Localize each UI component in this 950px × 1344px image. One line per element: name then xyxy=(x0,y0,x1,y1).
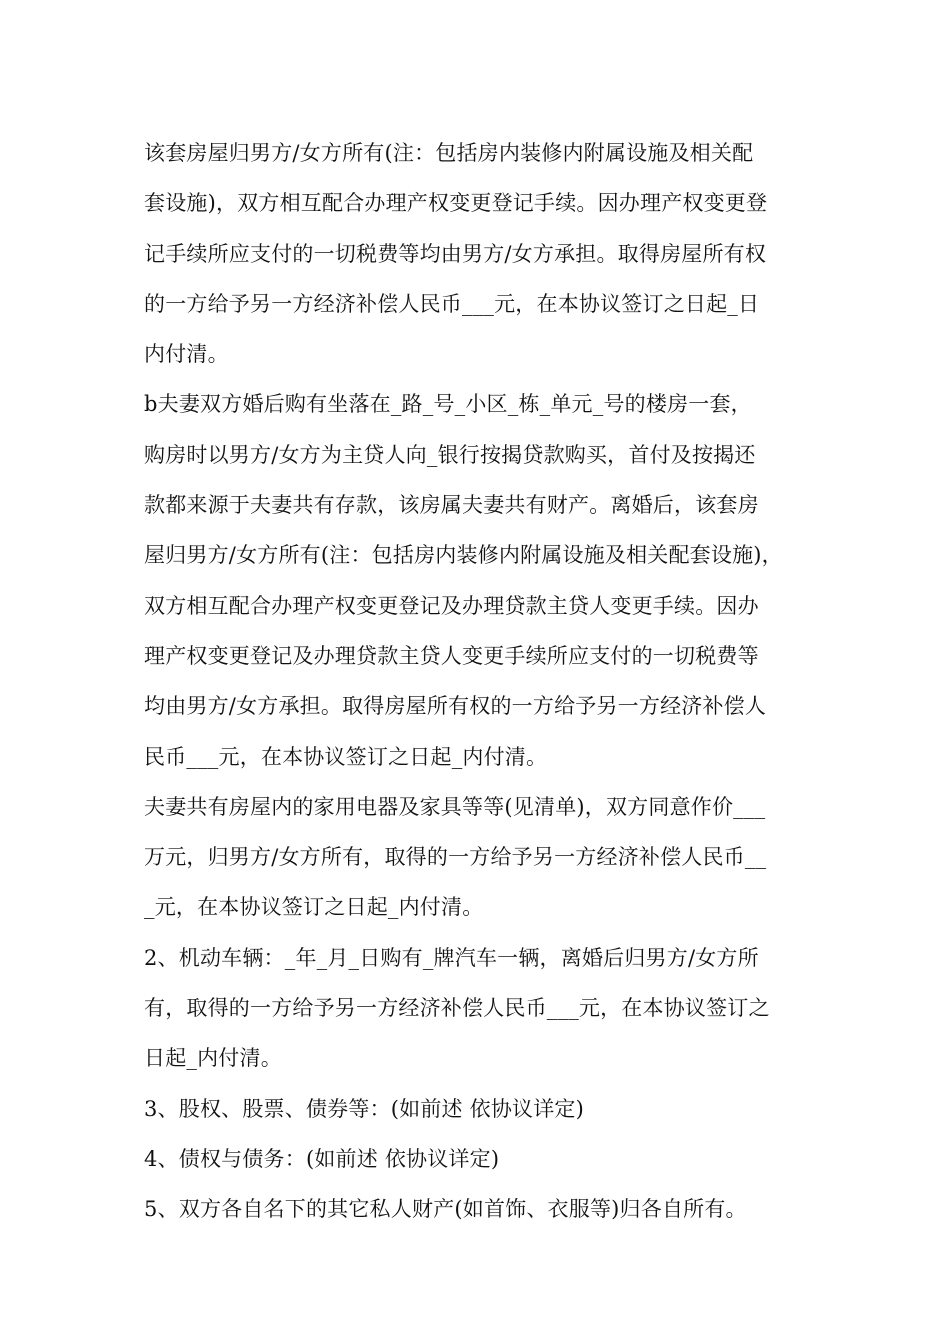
text-line: 万元，归男方/女方所有，取得的一方给予另一方经济补偿人民币__ xyxy=(144,845,767,870)
paragraph-personal-property xyxy=(144,1184,816,1234)
text-line: 款都来源于夫妻共有存款，该房属夫妻共有财产。离婚后，该套房 xyxy=(144,493,759,518)
document-body xyxy=(144,128,816,1235)
text-line: 日起_内付清。 xyxy=(144,1046,282,1071)
text-line: _元，在本协议签订之日起_内付清。 xyxy=(144,895,484,920)
text-line: 理产权变更登记及办理贷款主贷人变更手续所应支付的一切税费等 xyxy=(144,643,759,668)
paragraph-house-b xyxy=(144,379,816,781)
text-line: 套设施)，双方相互配合办理产权变更登记手续。因办理产权变更登 xyxy=(144,191,768,216)
text-line: 民币___元，在本协议签订之日起_内付清。 xyxy=(144,744,548,769)
text-line: 屋归男方/女方所有(注：包括房内装修内附属设施及相关配套设施)， xyxy=(144,543,783,568)
paragraph-debts xyxy=(144,1134,816,1184)
paragraph-appliances xyxy=(144,782,816,933)
text-line: 均由男方/女方承担。取得房屋所有权的一方给予另一方经济补偿人 xyxy=(144,694,767,719)
text-line: 夫妻共有房屋内的家用电器及家具等等(见清单)，双方同意作价___ xyxy=(144,794,766,819)
paragraph-vehicles xyxy=(144,933,816,1084)
paragraph-house-a xyxy=(144,128,816,379)
text-line: 有，取得的一方给予另一方经济补偿人民币___元，在本协议签订之 xyxy=(144,996,770,1021)
text-line: b夫妻双方婚后购有坐落在_路_号_小区_栋_单元_号的楼房一套， xyxy=(144,392,752,417)
text-line: 该套房屋归男方/女方所有(注：包括房内装修内附属设施及相关配 xyxy=(144,141,754,165)
text-line: 记手续所应支付的一切税费等均由男方/女方承担。取得房屋所有权 xyxy=(144,241,767,266)
text-line: 3、股权、股票、债券等：(如前述 依协议详定) xyxy=(144,1096,585,1121)
text-line: 2、机动车辆：_年_月_日购有_牌汽车一辆，离婚后归男方/女方所 xyxy=(144,945,759,970)
text-line: 4、债权与债务：(如前述 依协议详定) xyxy=(144,1146,500,1171)
text-line: 5、双方各自名下的其它私人财产(如首饰、衣服等)归各自所有。 xyxy=(144,1197,747,1222)
text-line: 内付清。 xyxy=(144,342,229,367)
text-line: 购房时以男方/女方为主贷人向_银行按揭贷款购买，首付及按揭还 xyxy=(144,442,756,467)
paragraph-stocks xyxy=(144,1084,816,1134)
text-line: 双方相互配合办理产权变更登记及办理贷款主贷人变更手续。因办 xyxy=(144,593,759,618)
text-line: 的一方给予另一方经济补偿人民币___元，在本协议签订之日起_日 xyxy=(144,291,760,316)
